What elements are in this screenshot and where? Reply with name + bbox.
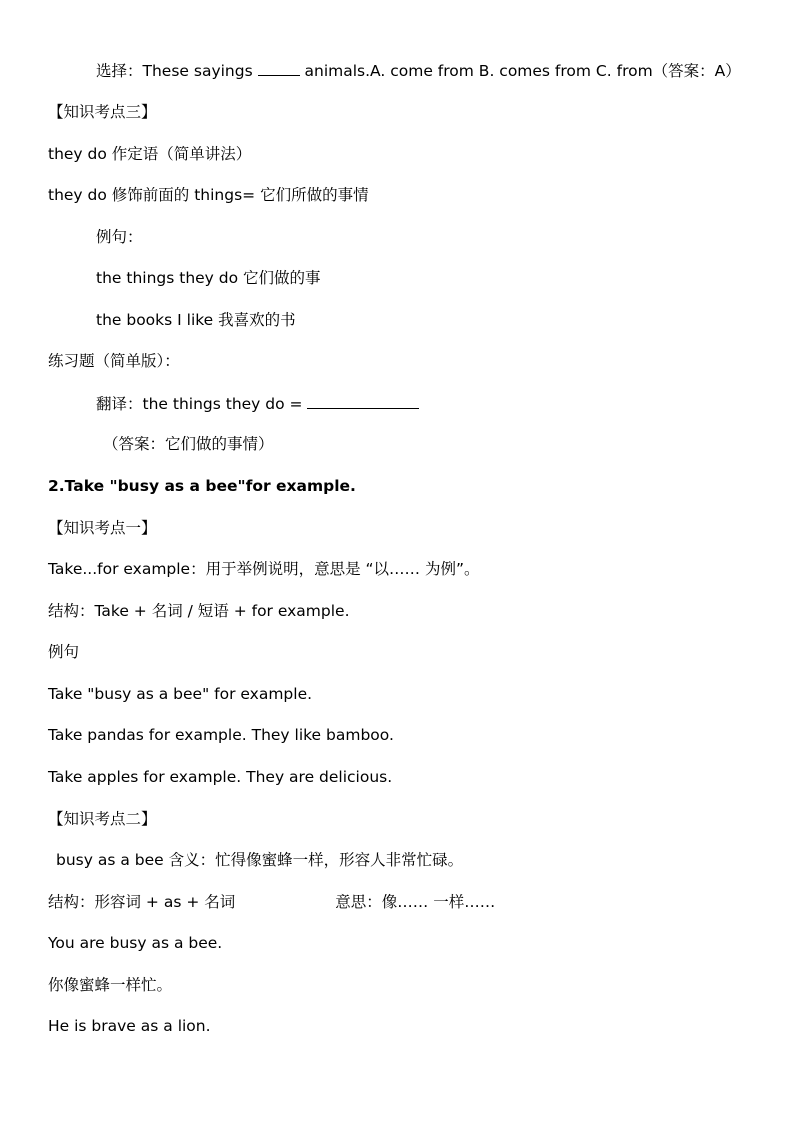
they-do-usage: they do 作定语（简单讲法） bbox=[48, 145, 252, 163]
choice-question-suffix: animals.A. come from B. comes from C. from（答案：A） bbox=[299, 62, 741, 80]
answer-blank bbox=[258, 60, 300, 76]
busy-example-english: You are busy as a bee. bbox=[48, 934, 223, 952]
translation-prompt: 翻译：the things they do = bbox=[96, 395, 308, 413]
translation-exercise bbox=[96, 393, 419, 414]
busy-as-a-bee-meaning: busy as a bee 含义：忙得像蜜蜂一样，形容人非常忙碌。 bbox=[56, 851, 464, 869]
structure-as-pattern: 结构：形容词 + as + 名词 bbox=[48, 893, 236, 911]
example-sentence-2: the books I like 我喜欢的书 bbox=[96, 311, 296, 329]
knowledge-point-2-header: 【知识考点二】 bbox=[48, 810, 157, 828]
example-sentence-1: the things they do 它们做的事 bbox=[96, 269, 321, 287]
translation-answer: （答案：它们做的事情） bbox=[103, 435, 274, 453]
knowledge-point-3-header: 【知识考点三】 bbox=[48, 103, 157, 121]
structure-as bbox=[48, 892, 495, 912]
brave-example-english: He is brave as a lion. bbox=[48, 1017, 211, 1035]
take-example-1: Take "busy as a bee" for example. bbox=[48, 685, 313, 703]
choice-question bbox=[96, 60, 741, 81]
practice-label: 练习题（简单版）： bbox=[48, 352, 180, 370]
take-for-example-definition: Take...for example：用于举例说明，意思是 “以…… 为例”。 bbox=[48, 560, 480, 578]
take-example-3: Take apples for example. They are delicious. bbox=[48, 768, 393, 786]
example-label: 例句： bbox=[96, 228, 143, 246]
busy-example-chinese: 你像蜜蜂一样忙。 bbox=[48, 976, 173, 994]
knowledge-point-1-header: 【知识考点一】 bbox=[48, 519, 157, 537]
choice-question-prefix: 选择：These sayings bbox=[96, 62, 258, 80]
structure-take: 结构：Take + 名词 / 短语 + for example. bbox=[48, 602, 350, 620]
structure-as-meaning: 意思：像…… 一样…… bbox=[335, 893, 496, 911]
section-2-title: 2.Take "busy as a bee"for example. bbox=[48, 477, 356, 495]
they-do-modifier: they do 修饰前面的 things= 它们所做的事情 bbox=[48, 186, 369, 204]
example-word: 例句 bbox=[48, 643, 80, 661]
translation-blank bbox=[307, 393, 419, 409]
take-example-2: Take pandas for example. They like bamboo. bbox=[48, 726, 394, 744]
